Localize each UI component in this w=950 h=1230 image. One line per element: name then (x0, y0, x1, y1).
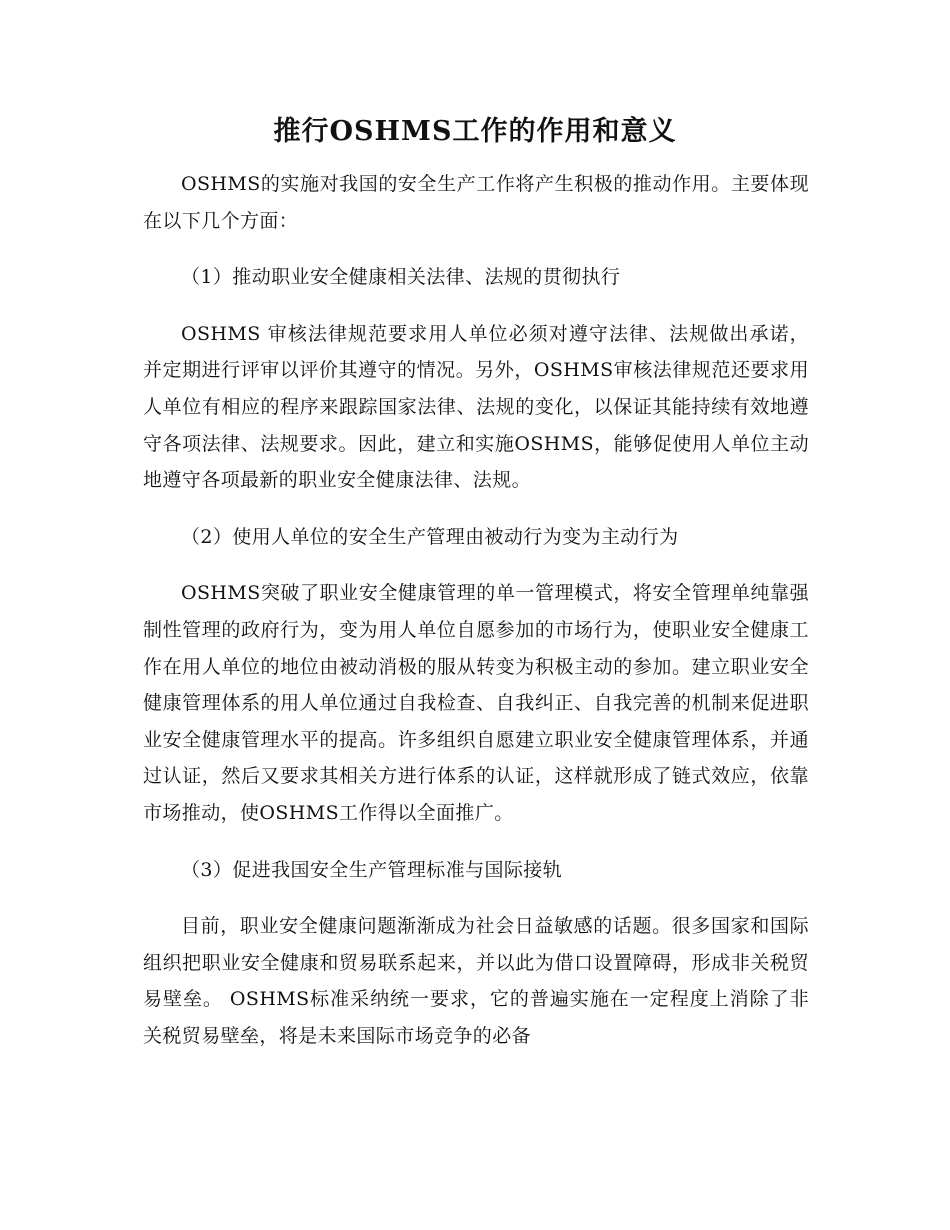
document-body (143, 166, 809, 1054)
section-3-paragraph: 目前，职业安全健康问题渐渐成为社会日益敏感的话题。很多国家和国际组织把职业安全健康和贸易联系起来，并以此为借口设置障碍，形成非关税贸易壁垒。 OSHMS标准采纳统一要求，它的普遍实施在一定程度上消除了非关税贸易壁垒，将是未来国际市场竞争的必备 (143, 915, 809, 1047)
section-1-heading: （1）推动职业安全健康相关法律、法规的贯彻执行 (181, 266, 621, 289)
section-2-heading: （2）使用人单位的安全生产管理由被动行为变为主动行为 (181, 525, 679, 548)
document-title: 推行OSHMS工作的作用和意义 (273, 116, 677, 147)
intro-paragraph: OSHMS的实施对我国的安全生产工作将产生积极的推动作用。主要体现在以下几个方面： (143, 173, 809, 232)
section-3-heading: （3）促进我国安全生产管理标准与国际接轨 (181, 858, 563, 881)
section-1-paragraph: OSHMS 审核法律规范要求用人单位必须对遵守法律、法规做出承诺，并定期进行评审以评价其遵守的情况。另外，OSHMS审核法律规范还要求用人单位有相应的程序来跟踪国家法律、法规的变化，以保证其能持续有效地遵守各项法律、法规要求。因此，建立和实施OSHMS，能够促使用人单位主动地遵守各项最新的职业安全健康法律、法规。 (143, 322, 809, 492)
section-2-paragraph: OSHMS突破了职业安全健康管理的单一管理模式，将安全管理单纯靠强制性管理的政府行为，变为用人单位自愿参加的市场行为，使职业安全健康工作在用人单位的地位由被动消极的服从转变为积极主动的参加。建立职业安全健康管理体系的用人单位通过自我检查、自我纠正、自我完善的机制来促进职业安全健康管理水平的提高。许多组织自愿建立职业安全健康管理体系，并通过认证，然后又要求其相关方进行体系的认证，这样就形成了链式效应，依靠市场推动，使OSHMS工作得以全面推广。 (143, 582, 809, 824)
